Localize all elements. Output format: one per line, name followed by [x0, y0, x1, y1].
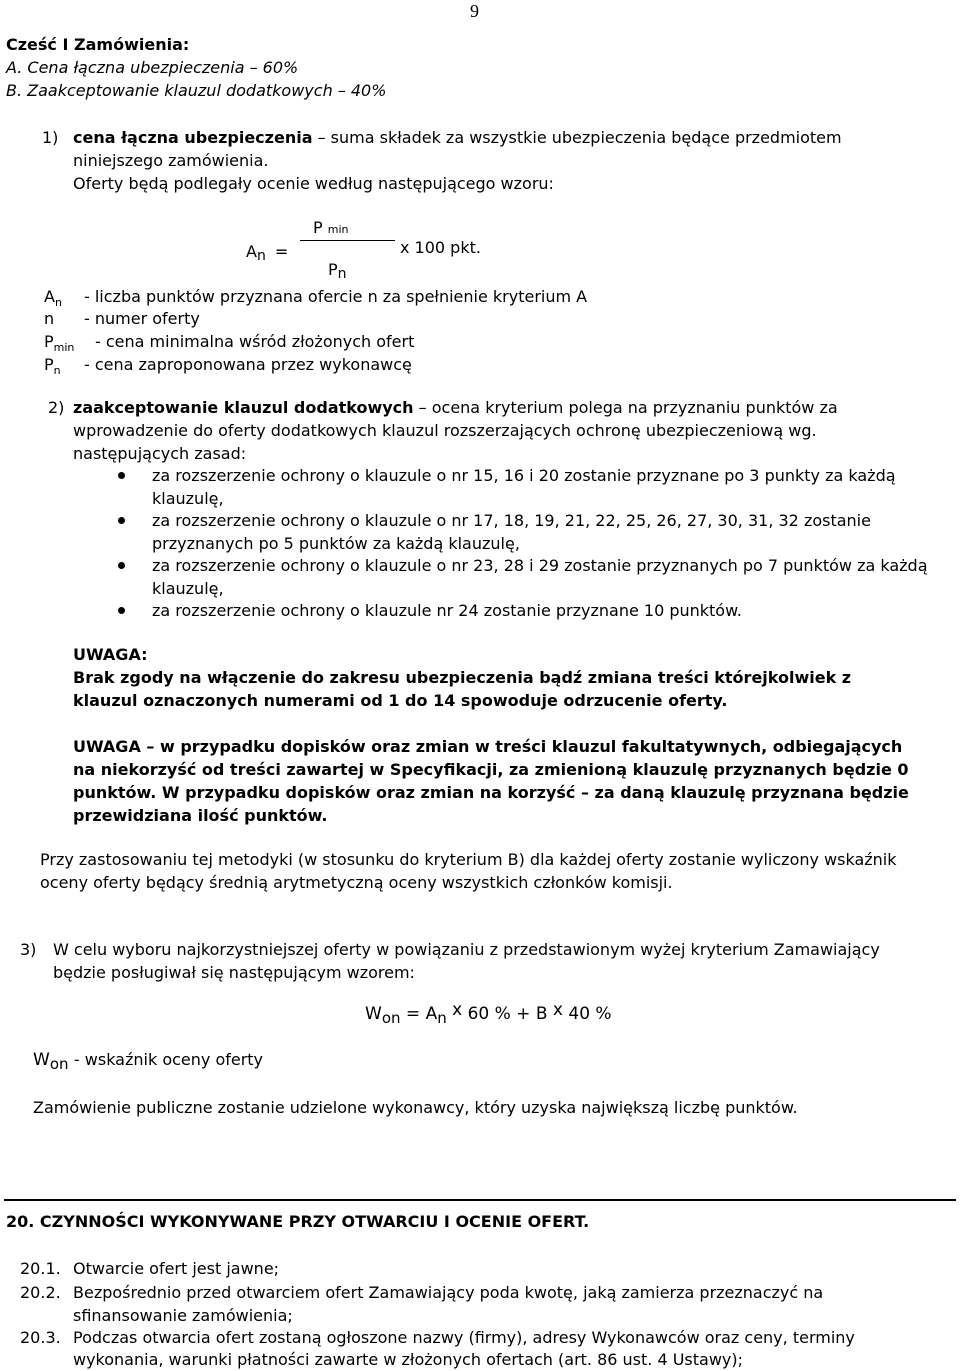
part-title: Cześć I Zamówienia:: [6, 35, 190, 54]
legend-text-n: - numer oferty: [84, 309, 200, 328]
section20-item2-line1: Bezpośrednio przed otwarciem ofert Zamawiający poda kwotę, jaką zamierza przeznaczyć na: [73, 1283, 824, 1302]
formula2: Won = An x 60 % + B x 40 %: [365, 1000, 612, 1027]
formula1-fraction-bar: [300, 240, 395, 241]
formula2-legend: Won - wskaźnik oceny oferty: [33, 1050, 264, 1073]
bullet-icon: [118, 472, 125, 479]
bullet-4-line1: za rozszerzenie ochrony o klauzule nr 24 zostanie przyznane 10 punktów.: [152, 601, 742, 620]
formula1-multiplier: x 100 pkt.: [400, 238, 481, 257]
legend-symbol-n: n: [44, 309, 55, 328]
criterion3-line2: będzie posługiwał się następującym wzorem:: [53, 963, 415, 982]
section20-title: 20. CZYNNOŚCI WYKONYWANE PRZY OTWARCIU I OCENIE OFERT.: [6, 1212, 590, 1231]
criterion2-definition: – ocena kryterium polega na przyznaniu punktów za: [413, 398, 838, 417]
criterion3-line1: W celu wyboru najkorzystniejszej oferty w powiązaniu z przedstawionym wyżej kryterium Zamawiający: [53, 940, 880, 959]
method-note-line1: Przy zastosowaniu tej metodyki (w stosunku do kryterium B) dla każdej oferty zostanie wyliczony wskaźnik: [40, 850, 897, 869]
uwaga1-line1: Brak zgody na włączenie do zakresu ubezpieczenia bądź zmiana treści którejkolwiek z: [73, 668, 852, 687]
section20-item2-line2: sfinansowanie zamówienia;: [73, 1306, 293, 1325]
bullet-icon: [118, 607, 125, 614]
legend-text-pn: - cena zaproponowana przez wykonawcę: [84, 355, 412, 374]
bullet-icon: [118, 517, 125, 524]
criterion1-line1: [73, 126, 956, 149]
legend-text-pmin: - cena minimalna wśród złożonych ofert: [95, 332, 415, 351]
method-note-line2: oceny oferty będący średnią arytmetyczną oceny wszystkich członków komisji.: [40, 873, 673, 892]
section20-item1-number: 20.1.: [20, 1259, 61, 1278]
criterion2-term: zaakceptowanie klauzul dodatkowych: [73, 398, 414, 417]
criterion2-line1: [73, 396, 956, 419]
criterion1-number: 1): [42, 128, 59, 147]
criterion1-term: cena łączna ubezpieczenia: [73, 128, 313, 147]
section20-item2-number: 20.2.: [20, 1283, 61, 1302]
criterion3-conclusion: Zamówienie publiczne zostanie udzielone wykonawcy, który uzyska największą liczbę punktów.: [33, 1098, 798, 1117]
page-number: 9: [470, 1, 479, 21]
criterion2-line3: następujących zasad:: [73, 444, 247, 463]
uwaga1-line2: klauzul oznaczonych numerami od 1 do 14 spowoduje odrzucenie oferty.: [73, 691, 728, 710]
bullet-1-line1: za rozszerzenie ochrony o klauzule o nr 15, 16 i 20 zostanie przyznane po 3 punkty za każdą: [152, 466, 896, 485]
formula1-lhs: An =: [246, 242, 289, 264]
section20-item3-number: 20.3.: [20, 1328, 61, 1347]
formula1-numerator: P min: [313, 218, 349, 237]
legend-symbol-pmin: $P_{min}$: [44, 332, 75, 354]
bullet-icon: [118, 562, 125, 569]
criterion1-line3: Oferty będą podlegały ocenie według następującego wzoru:: [73, 174, 554, 193]
bullet-2-line1: za rozszerzenie ochrony o klauzule o nr 17, 18, 19, 21, 22, 25, 26, 27, 30, 31, 32 zostanie: [152, 511, 871, 530]
criterion1-line2: niniejszego zamówienia.: [73, 151, 269, 170]
formula1-denominator: Pn: [328, 260, 347, 282]
section20-item1-text: Otwarcie ofert jest jawne;: [73, 1259, 280, 1278]
bullet-1-line2: klauzulę,: [152, 489, 224, 508]
bullet-2-line2: przyznanych po 5 punktów za każdą klauzulę,: [152, 534, 520, 553]
section20-item3-line1: Podczas otwarcia ofert zostaną ogłoszone nazwy (firmy), adresy Wykonawców oraz ceny, terminy: [73, 1328, 855, 1347]
uwaga2-line2: na niekorzyść od treści zawartej w Specyfikacji, za zmienioną klauzulę przyznanych będzie 0: [73, 760, 909, 779]
uwaga2-line4: przewidziana ilość punktów.: [73, 806, 328, 825]
criterion3-number: 3): [20, 940, 37, 959]
criterion2-line2: wprowadzenie do oferty dodatkowych klauzul rozszerzających ochronę ubezpieczeniową wg.: [73, 421, 817, 440]
bullet-3-line2: klauzulę,: [152, 579, 224, 598]
criterion2-number: 2): [48, 398, 65, 417]
legend-symbol-an: $A_n$: [44, 287, 62, 309]
criterion1-definition: – suma składek za wszystkie ubezpieczenia będące przedmiotem: [312, 128, 842, 147]
section20-item3-line2: wykonania, warunki płatności zawarte w złożonych ofertach (art. 86 ust. 4 Ustawy);: [73, 1350, 744, 1369]
bullet-3-line1: za rozszerzenie ochrony o klauzule o nr 23, 28 i 29 zostanie przyznanych po 7 punktów za każdą: [152, 556, 928, 575]
uwaga2-line3: punktów. W przypadku dopisków oraz zmian na korzyść – za daną klauzulę przyznana będzie: [73, 783, 909, 802]
legend-symbol-pn: $P_n$: [44, 355, 61, 377]
legend-text-an: - liczba punktów przyznana ofercie n za spełnienie kryterium A: [84, 287, 588, 306]
uwaga2-line1: UWAGA – w przypadku dopisków oraz zmian w treści klauzul fakultatywnych, odbiegających: [73, 737, 903, 756]
criterion-a-label: A. Cena łączna ubezpieczenia – 60%: [6, 58, 299, 77]
section-divider: [4, 1199, 956, 1201]
uwaga1-label: UWAGA:: [73, 645, 148, 664]
criterion-b-label: B. Zaakceptowanie klauzul dodatkowych – 40%: [6, 81, 387, 100]
